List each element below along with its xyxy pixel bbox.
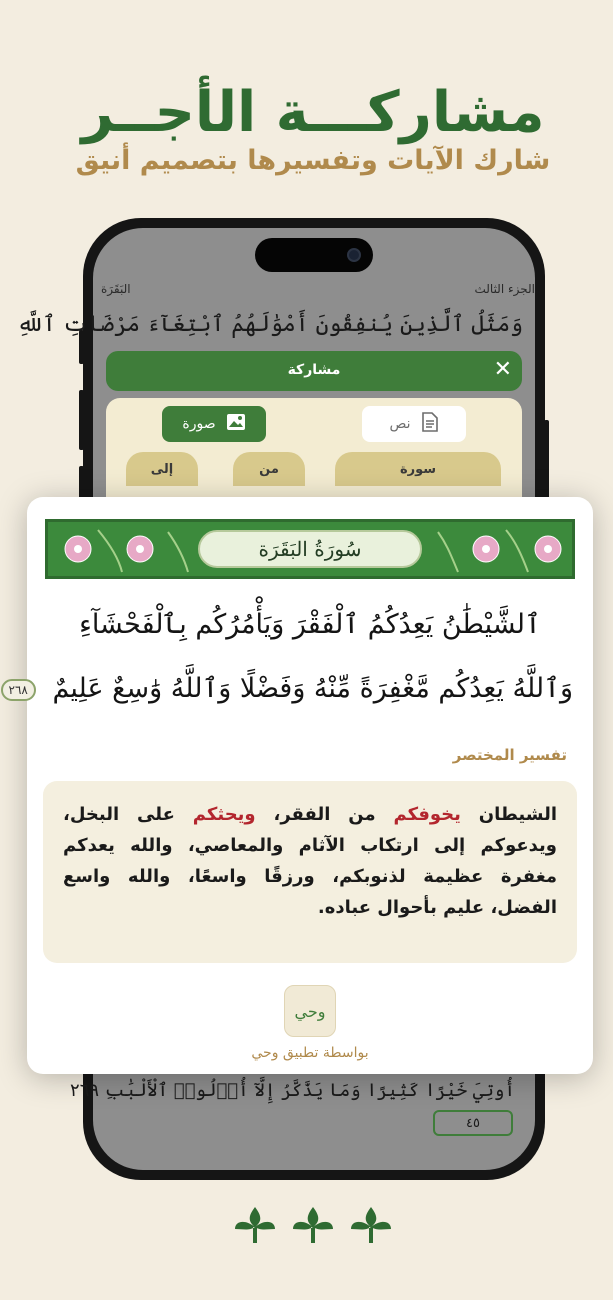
ayah-text-line-2-row — [8, 673, 573, 704]
bottom-ornaments — [233, 1205, 393, 1245]
share-title: مشاركة — [287, 362, 341, 378]
surah-header-label: البَقَرَة — [101, 282, 131, 296]
surah-selector[interactable]: سورة — [335, 452, 501, 486]
from-ayah-selector[interactable]: من — [233, 452, 305, 486]
tafsir-part-1: الشيطان — [460, 804, 557, 825]
ayah-text-line-2: وَٱللَّهُ يَعِدُكُم مَّغْفِرَةً مِّنْهُ وَفَضْلًا وَٱللَّهُ وَٰسِعٌ عَلِيمٌ — [52, 673, 573, 704]
text-mode-button[interactable] — [362, 406, 466, 442]
app-logo-icon — [284, 985, 336, 1037]
leaf-ornament-icon — [349, 1205, 393, 1245]
tafsir-highlight-1: يخوفكم — [393, 804, 461, 825]
tafsir-highlight-2: ويحثكم — [192, 804, 256, 825]
juz-label: الجزء الثالث — [474, 282, 535, 296]
share-header-bar — [106, 351, 522, 391]
image-icon — [226, 413, 246, 435]
quran-verse-line: وَمَثَلُ ٱلَّذِينَ يُنفِقُونَ أَمْوَٰلَهُمُ ٱبْتِغَآءَ مَرْضَاتِ ٱللَّهِ — [16, 312, 523, 337]
to-ayah-selector[interactable]: إلى — [126, 452, 198, 486]
close-icon[interactable]: ✕ — [493, 357, 512, 382]
ayah-number-badge: ٢٦٨ — [1, 679, 36, 701]
hero-title: مشاركـــة الأجــر — [81, 80, 545, 145]
dynamic-island — [255, 238, 373, 272]
image-mode-button[interactable] — [162, 406, 266, 442]
hero-subtitle: شارك الآيات وتفسيرها بتصميم أنيق — [75, 145, 551, 176]
tafsir-part-3: على البخل، ويدعوكم إلى ارتكاب الآثام والمعاصي، والله يعدكم مغفرة عظيمة لذنوبكم، ورزقًا واسعًا، والله واسع الفضل، عليم بأحوال عباده. — [63, 804, 557, 918]
document-icon — [421, 412, 439, 436]
surah-title: سُورَةُ البَقَرَة — [198, 530, 422, 568]
tafsir-label: تفسير المختصر — [452, 746, 567, 764]
via-app-label: بواسطة تطبيق وحي — [251, 1045, 369, 1061]
quran-verse-bottom-line: أُوتِيَ خَيْرًا كَثِيرًا وَمَا يَذَّكَّرُ إِلَّآ أُو۟لُوا۟ ٱلْأَلْبَٰبِ ٢٦٩ — [70, 1080, 515, 1101]
share-card-preview — [8, 497, 593, 1074]
leaf-ornament-icon — [233, 1205, 277, 1245]
text-mode-label: نص — [389, 416, 411, 432]
image-mode-label: صورة — [182, 416, 216, 432]
tafsir-part-2: من الفقر، — [255, 804, 394, 825]
camera-icon — [347, 248, 361, 262]
leaf-ornament-icon — [291, 1205, 335, 1245]
page-number: ٤٥ — [433, 1110, 513, 1136]
tafsir-text — [43, 781, 577, 963]
ayah-text-line-1: ٱلشَّيْطَٰنُ يَعِدُكُمُ ٱلْفَقْرَ وَيَأْمُرُكُم بِٱلْفَحْشَآءِ — [79, 609, 541, 640]
surah-banner — [45, 519, 575, 579]
app-logo-text: وحي — [294, 1001, 326, 1021]
